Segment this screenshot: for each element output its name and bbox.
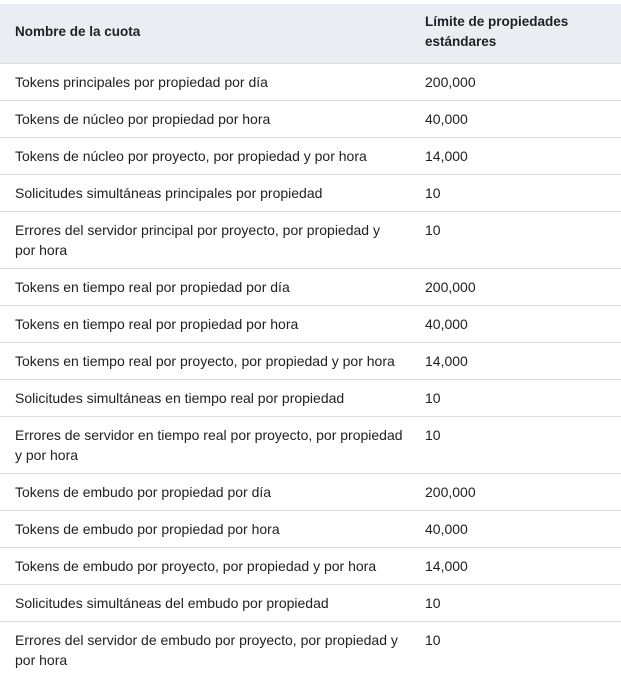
table-row: [0, 306, 621, 343]
quota-name-cell: Tokens en tiempo real por proyecto, por propiedad y por hora: [0, 343, 411, 380]
header-quota-name: Nombre de la cuota: [0, 4, 411, 64]
quota-limit-cell: 200,000: [411, 269, 621, 306]
quota-name-cell: Tokens de embudo por propiedad por hora: [0, 511, 411, 548]
quota-limit-cell: 200,000: [411, 474, 621, 511]
quota-name-cell: Tokens en tiempo real por propiedad por hora: [0, 306, 411, 343]
quota-name-cell: Errores de servidor en tiempo real por proyecto, por propiedad y por hora: [0, 417, 411, 474]
quota-limit-cell: 14,000: [411, 138, 621, 175]
quota-name-cell: Tokens de núcleo por proyecto, por propiedad y por hora: [0, 138, 411, 175]
quota-name-cell: Solicitudes simultáneas del embudo por propiedad: [0, 585, 411, 622]
quota-limit-cell: 10: [411, 585, 621, 622]
table-row: [0, 269, 621, 306]
table-row: [0, 548, 621, 585]
quota-limits-table: [0, 4, 621, 678]
table-row: [0, 585, 621, 622]
table-row: [0, 511, 621, 548]
quota-name-cell: Solicitudes simultáneas principales por propiedad: [0, 175, 411, 212]
table-body: [0, 64, 621, 678]
quota-limit-cell: 10: [411, 417, 621, 474]
table-row: [0, 138, 621, 175]
quota-limit-cell: 10: [411, 380, 621, 417]
quota-limit-cell: 14,000: [411, 548, 621, 585]
quota-limit-cell: 10: [411, 175, 621, 212]
quota-name-cell: Solicitudes simultáneas en tiempo real por propiedad: [0, 380, 411, 417]
quota-name-cell: Errores del servidor de embudo por proyecto, por propiedad y por hora: [0, 622, 411, 678]
quota-name-cell: Tokens en tiempo real por propiedad por día: [0, 269, 411, 306]
table-row: [0, 64, 621, 101]
quota-limit-cell: 14,000: [411, 343, 621, 380]
quota-name-cell: Tokens de embudo por propiedad por día: [0, 474, 411, 511]
header-standard-limit: Límite de propiedades estándares: [411, 4, 621, 64]
quota-name-cell: Tokens de núcleo por propiedad por hora: [0, 101, 411, 138]
header-row: [0, 4, 621, 64]
table-row: [0, 622, 621, 678]
quota-limit-cell: 40,000: [411, 101, 621, 138]
quota-name-cell: Tokens principales por propiedad por día: [0, 64, 411, 101]
table-row: [0, 380, 621, 417]
quota-limit-cell: 200,000: [411, 64, 621, 101]
table-row: [0, 212, 621, 269]
table-row: [0, 175, 621, 212]
quota-limit-cell: 10: [411, 212, 621, 269]
quota-limit-cell: 40,000: [411, 306, 621, 343]
table-row: [0, 101, 621, 138]
table-row: [0, 474, 621, 511]
quota-limit-cell: 40,000: [411, 511, 621, 548]
table-header: [0, 4, 621, 64]
quota-name-cell: Errores del servidor principal por proyecto, por propiedad y por hora: [0, 212, 411, 269]
quota-name-cell: Tokens de embudo por proyecto, por propiedad y por hora: [0, 548, 411, 585]
table-row: [0, 343, 621, 380]
table-row: [0, 417, 621, 474]
quota-limit-cell: 10: [411, 622, 621, 678]
